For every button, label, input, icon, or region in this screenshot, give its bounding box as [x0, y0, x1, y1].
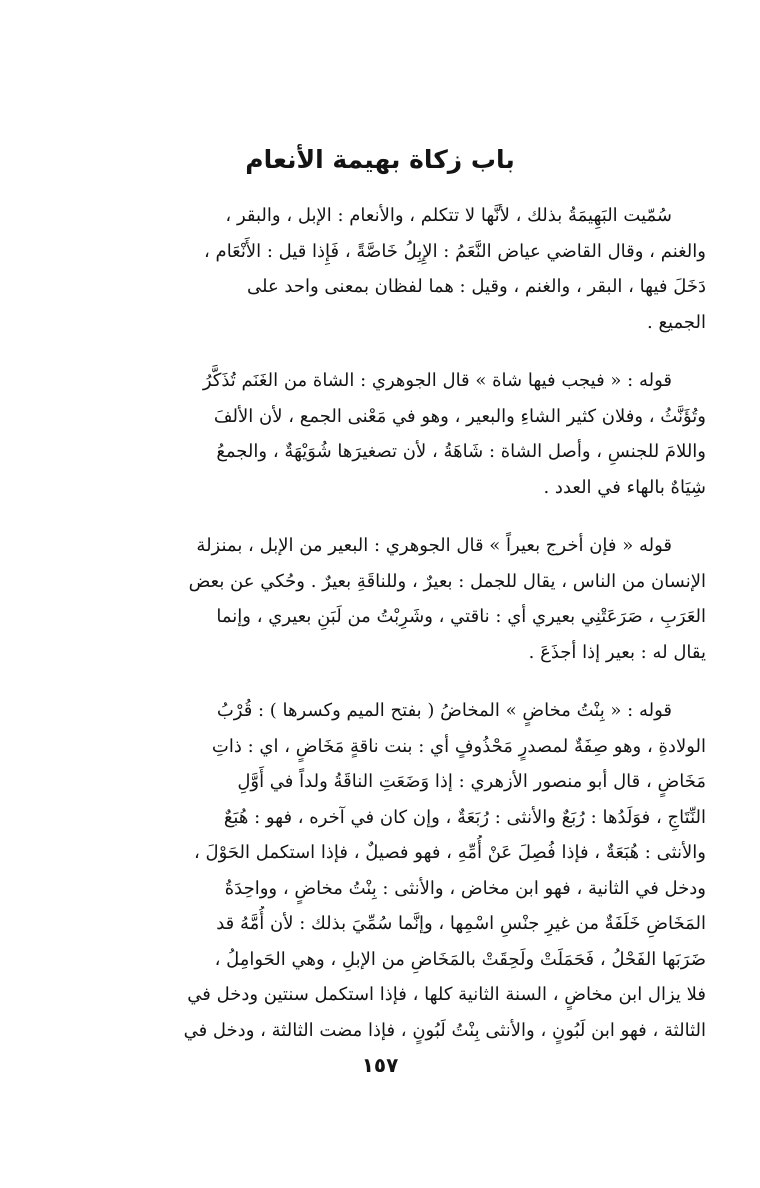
text-line: الولادةِ ، وهو صِفَةٌ لمصدرٍ مَحْذُوفٍ أي : بنت ناقةٍ مَخَاضٍ ، اي : ذاتِ — [211, 735, 706, 757]
text-line: الجميع . — [647, 311, 706, 333]
text-line: دَخَلَ فيها ، البقر ، والغنم ، وقيل : هما لفظان بمعنى واحد على — [247, 276, 706, 297]
text-line: والغنم ، وقال القاضي عياض النَّعَمُ : الإِبِلُ خَاصَّةً ، فَإِذا قيل : الأَنْعَام ، — [204, 240, 706, 262]
text-line: وتُؤَنَّثُ ، وفلان كثير الشاءِ والبعير ، وهو في مَعْنى الجمع ، لأن الألفَ — [213, 405, 706, 427]
text-line: والأنثى : هُبَعَةٌ ، فإذا فُصِلَ عَنْ أُمِّهِ ، فهو فصيلٌ ، فإذا استكمل الحَوْلَ ، — [193, 842, 706, 863]
text-line: النِّتَاجِ ، فوَلَدُها : رُبَعٌ والأنثى : رُبَعَةٌ ، وإن كان في آخره ، فهو : هُبَعٌ — [223, 806, 706, 828]
text-line: فلا يزال ابن مخاضٍ ، السنة الثانية كلها ، فإذا استكمل سنتين ودخل في — [187, 984, 706, 1005]
text-line: سُمّيت البَهِيمَةُ بذلك ، لأنَّها لا تتكلم ، والأنعام : الإبل ، والبقر ، — [225, 205, 672, 226]
text-line: شِيَاهٌ بالهاء في العدد . — [543, 476, 706, 498]
text-line: الثالثة ، فهو ابن لَبُونٍ ، والأنثى بِنْتُ لَبُونٍ ، فإذا مضت الثالثة ، ودخل في — [183, 1019, 706, 1041]
text-line: قوله : « بِنْتُ مخاضٍ » المخاضُ ( بفتح الميم وكسرها ) : قُرْبُ — [216, 700, 672, 721]
paragraph — [56, 528, 706, 670]
page-number: ١٥٧ — [361, 1053, 399, 1077]
text-line: ودخل في الثانية ، فهو ابن مخاض ، والأنثى : بِنْتُ مخاضٍ ، وواحِدَةُ — [224, 877, 706, 899]
text-line: ضَرَبَها الفَحْلُ ، فَحَمَلَتْ ولَحِقَتْ بالمَخَاضِ من الإبلِ ، وهي الحَوامِلُ ، — [214, 948, 706, 970]
body-text — [56, 198, 706, 1071]
paragraph — [56, 693, 706, 1048]
text-line: المَخَاضِ خَلَفَةٌ من غيرِ جنْسِ اسْمِها ، وإنَّما سُمِّيَ بذلك : لأن أُمَّهُ قد — [216, 913, 706, 934]
paragraph — [56, 198, 706, 340]
text-line: العَرَبِ ، صَرَعَتْنِي بعيري أي : ناقتي ، وشَرِبْتُ من لَبَنِ بعيري ، وإنما — [216, 606, 706, 627]
text-line: الإنسان من الناس ، يقال للجمل : بعيرٌ ، وللناقَةِ بعيرٌ . وحُكي عن بعض — [188, 570, 706, 592]
text-line: قوله « فإن أخرج بعيراً » قال الجوهري : البعير من الإبل ، بمنزلة — [196, 535, 672, 556]
text-line: واللامَ للجنسِ ، وأصل الشاة : شَاهَةُ ، لأن تصغيرَها شُوَيْهَةٌ ، والجمعُ — [216, 441, 706, 462]
paragraph — [56, 363, 706, 505]
text-line: يقال له : بعير إذا أجذَعَ . — [528, 641, 706, 663]
text-line: قوله : « فيجب فيها شاة » قال الجوهري : الشاة من الغَنَم تُذَكَّرُ — [202, 370, 672, 391]
chapter-title: باب زكاة بهيمة الأنعام — [245, 145, 515, 174]
text-line: مَخَاضٍ ، قال أبو منصور الأزهري : إذا وَضَعَتِ الناقَةُ ولداً في أَوَّلِ — [237, 771, 706, 792]
